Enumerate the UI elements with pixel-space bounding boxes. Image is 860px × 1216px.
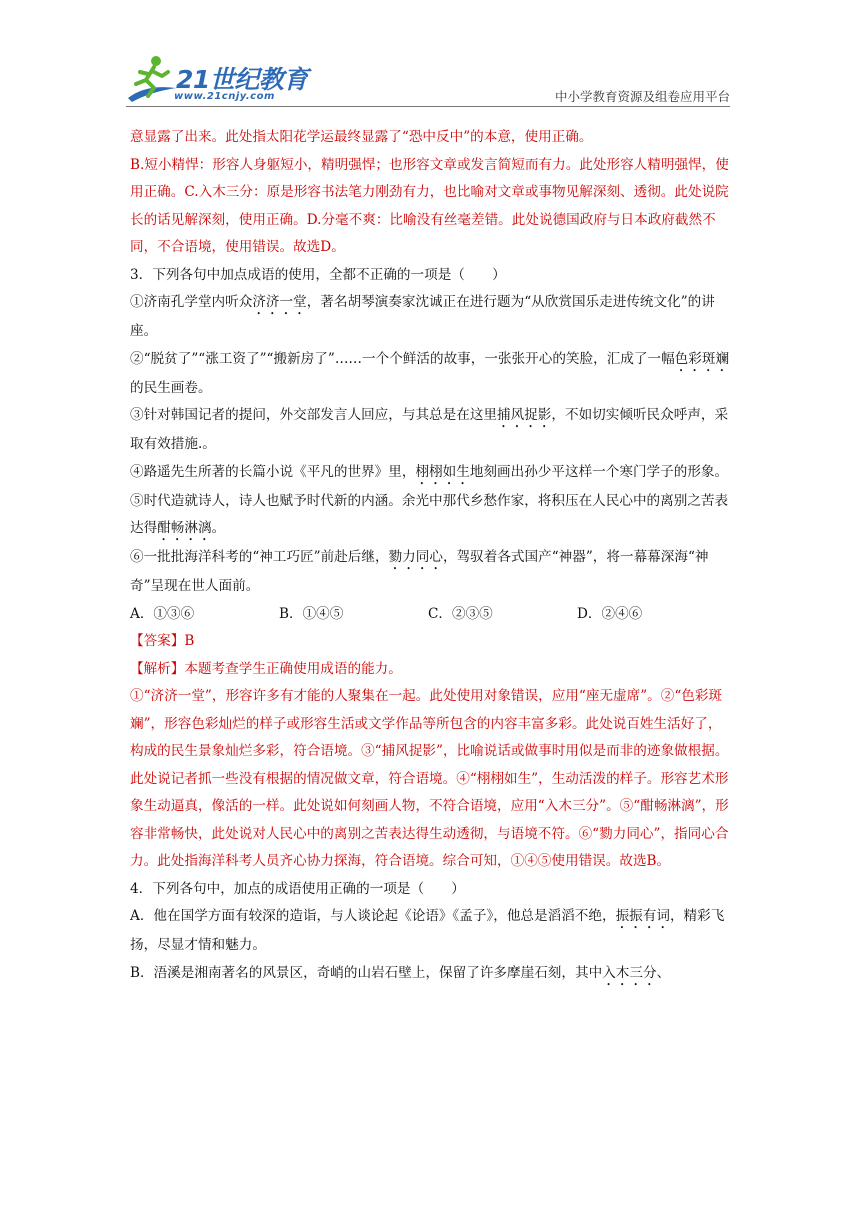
dotted-idiom: 栩栩如生 — [415, 463, 470, 480]
answer: 【答案】B — [130, 633, 195, 649]
analysis-heading: 【解析】本题考查学生正确使用成语的能力。 — [130, 660, 402, 677]
logo-url: www.21cnjy.com — [174, 91, 275, 102]
option-b-text: B．浯溪是湘南著名的风景区，奇峭的山岩石壁上，保留了许多摩崖石刻，其中入木三分、 — [130, 964, 671, 981]
option-a: A．①③⑥ — [130, 605, 195, 622]
dotted-idiom: 济济一堂 — [252, 294, 307, 310]
answer-options — [130, 601, 734, 629]
sentence-3: ③针对韩国记者的提问，外交部发言人回应，与其总是在这里捕风捉影，不如切实倾听民众呼声，采取有效措施.。 — [130, 407, 729, 452]
question-4: 4．下列各句中，加点的成语使用正确的一项是（ ） — [130, 880, 465, 897]
header-divider — [126, 106, 730, 107]
logo-text: 21世纪教育 — [176, 65, 308, 94]
question-3: 3．下列各句中加点成语的使用，全都不正确的一项是（ ） — [130, 266, 506, 283]
sentence-5: ⑤时代造就诗人，诗人也赋予时代新的内涵。余光中那代乡愁作家，将积压在人民心中的离别之苦表达得酣畅淋漓。 — [130, 492, 729, 536]
sentence-2: ②“脱贫了”“涨工资了”“搬新房了”……一个个鲜活的故事，一张张开心的笑脸，汇成了一幅色彩斑斓的民生画卷。 — [130, 350, 730, 396]
dotted-idiom: 酣畅淋漓 — [157, 520, 212, 536]
dotted-idiom: 色彩斑斓 — [674, 350, 730, 367]
dotted-idiom: 勠力同心 — [388, 549, 443, 565]
option-d: D．②④⑥ — [577, 605, 643, 622]
page-header — [126, 54, 730, 106]
dotted-idiom: 入木三分 — [602, 964, 657, 981]
option-a-text: A．他在国学方面有较深的造诣，与人谈论起《论语》《孟子》，他总是滔滔不绝，振振有词，精彩飞扬，尽显才情和魅力。 — [130, 908, 725, 953]
option-b: B．①④⑤ — [279, 605, 344, 622]
sentence-4: ④路遥先生所著的长篇小说《平凡的世界》里，栩栩如生地刻画出孙少平这样一个寒门学子的形象。 — [130, 463, 729, 480]
option-c: C．②③⑤ — [428, 605, 493, 622]
dotted-idiom: 捕风捉影 — [497, 407, 552, 423]
sentence-1: ①济南孔学堂内听众济济一堂，著名胡琴演奏家沈诚正在进行题为“从欣赏国乐走进传统文化”的讲座。 — [130, 294, 715, 339]
runner-icon — [126, 54, 178, 104]
analysis-text: 意显露了出来。此处指太阳花学运最终显露了“恐中反中”的本意，使用正确。 — [130, 129, 593, 145]
dotted-idiom: 振振有词 — [615, 908, 670, 924]
analysis-text: B.短小精悍：形容人身躯短小，精明强悍；也形容文章或发言简短而有力。此处形容人精明强悍，使用正确。C.入木三分：原是形容书法笔力刚劲有力，也比喻对文章或事物见解深刻、透彻。此处说院长的话见解深刻，使用正确。D.分毫不爽：比喻没有丝毫差错。此处说德国政府与日本政府截然不同，不合语境，使用错误。故选D。 — [130, 156, 729, 255]
platform-name: 中小学教育资源及组卷应用平台 — [554, 89, 730, 104]
site-logo — [126, 54, 426, 106]
document-body — [130, 124, 734, 989]
sentence-6: ⑥一批批海洋科考的“神工巧匠”前赴后继，勠力同心，驾驭着各式国产“神器”，将一幕幕深海“神奇”呈现在世人面前。 — [130, 549, 709, 594]
analysis-text: ①“济济一堂”，形容许多有才能的人聚集在一起。此处使用对象错误，应用“座无虚席”。②“色彩斑斓”，形容色彩灿烂的样子或形容生活或文学作品等所包含的内容丰富多彩。此处说百姓生活好了，构成的民生景象灿烂多彩，符合语境。③“捕风捉影”，比喻说话或做事时用似是而非的迹象做根据。此处说记者抓一些没有根据的情况做文章，符合语境。④“栩栩如生”，生动活泼的样子。形容艺术形象生动逼真，像活的一样。此处说如何刻画人物，不符合语境，应用“入木三分”。⑤“酣畅淋漓”，形容非常畅快，此处说对人民心中的离别之苦表达得生动透彻，与语境不符。⑥“勠力同心”，指同心合力。此处指海洋科考人员齐心协力探海，符合语境。综合可知，①④⑤使用错误。故选B。 — [130, 688, 729, 869]
